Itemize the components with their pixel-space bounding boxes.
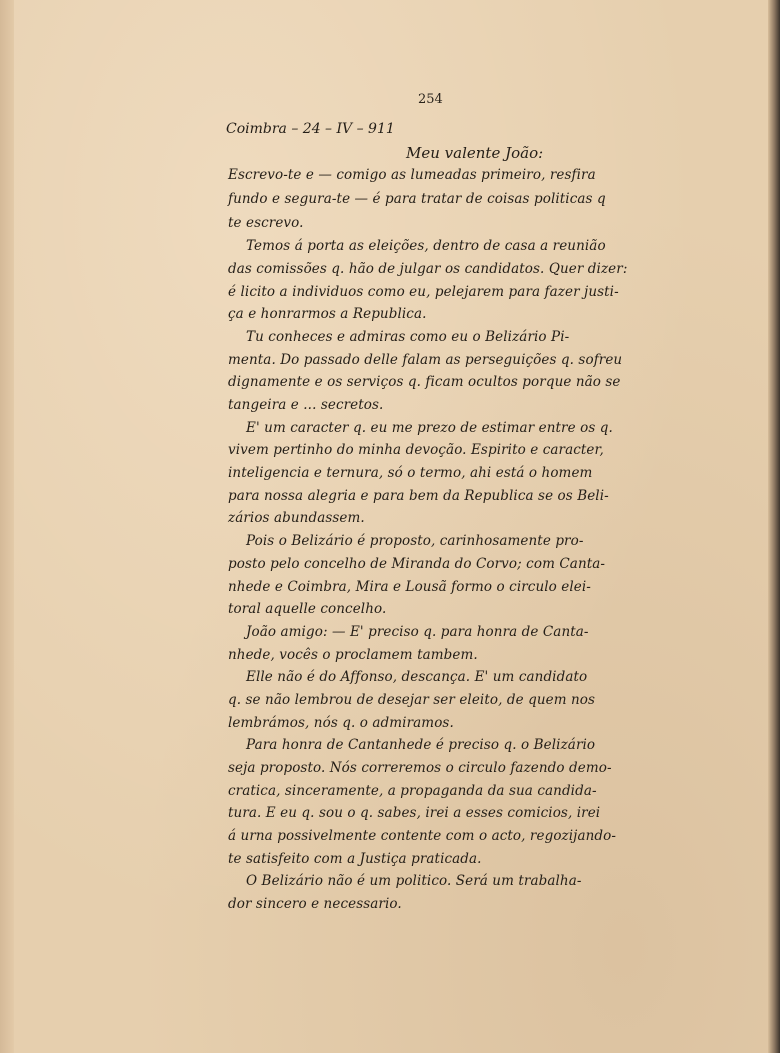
handwritten-line: para nossa alegria e para bem da Republica se os Beli-: [228, 488, 609, 504]
letter-salutation: Meu valente João:: [406, 144, 544, 162]
handwritten-line: das comissões q. hão de julgar os candidatos. Quer dizer:: [228, 261, 628, 277]
handwritten-line: vivem pertinho do minha devoção. Espirito e caracter,: [228, 442, 604, 458]
handwritten-line: q. se não lembrou de desejar ser eleito, de quem nos: [228, 692, 596, 708]
handwritten-line: inteligencia e ternura, só o termo, ahi está o homem: [228, 465, 593, 481]
handwritten-line: te escrevo.: [228, 215, 304, 231]
handwritten-line: lembrámos, nós q. o admiramos.: [228, 715, 454, 731]
page-right-shadow: [768, 0, 780, 1053]
handwritten-line: Temos á porta as eleições, dentro de casa a reunião: [246, 238, 606, 254]
handwritten-line: dor sincero e necessario.: [228, 896, 402, 912]
handwritten-line: cratica, sinceramente, a propaganda da sua candida-: [228, 783, 597, 799]
handwritten-line: posto pelo concelho de Miranda do Corvo; com Canta-: [228, 556, 606, 572]
handwritten-line: menta. Do passado delle falam as perseguições q. sofreu: [228, 352, 623, 368]
handwritten-line: te satisfeito com a Justiça praticada.: [228, 851, 482, 867]
handwritten-line: Escrevo-te e — comigo as lumeadas primeiro, resfira: [228, 167, 596, 183]
handwritten-line: é licito a individuos como eu, pelejarem para fazer justi-: [228, 284, 619, 300]
handwritten-line: tura. E eu q. sou o q. sabes, irei a esses comicios, irei: [228, 805, 601, 821]
handwritten-line: fundo e segura-te — é para tratar de coisas politicas q: [228, 191, 606, 207]
letter-dateline: Coimbra – 24 – IV – 911: [226, 121, 395, 137]
handwritten-line: Elle não é do Affonso, descança. E' um candidato: [246, 669, 588, 685]
handwritten-line: O Belizário não é um politico. Será um trabalha-: [246, 873, 582, 889]
handwritten-line: ça e honrarmos a Republica.: [228, 306, 427, 322]
page-number: 254: [418, 92, 443, 107]
handwritten-line: nhede, vocês o proclamem tambem.: [228, 647, 478, 663]
handwritten-line: E' um caracter q. eu me prezo de estimar entre os q.: [246, 420, 613, 436]
handwritten-line: João amigo: — E' preciso q. para honra de Canta-: [246, 624, 589, 640]
handwritten-line: á urna possivelmente contente com o acto, regozijando-: [228, 828, 617, 844]
handwritten-line: tangeira e ... secretos.: [228, 397, 384, 413]
paper-left-edge: [0, 0, 14, 1053]
handwritten-line: Tu conheces e admiras como eu o Belizário Pi-: [246, 329, 570, 345]
handwritten-line: Para honra de Cantanhede é preciso q. o Belizário: [246, 737, 596, 753]
handwritten-line: seja proposto. Nós correremos o circulo fazendo demo-: [228, 760, 612, 776]
handwritten-line: zários abundassem.: [228, 510, 365, 526]
handwritten-line: nhede e Coimbra, Mira e Lousã formo o circulo elei-: [228, 579, 591, 595]
handwritten-line: Pois o Belizário é proposto, carinhosamente pro-: [246, 533, 584, 549]
handwritten-line: dignamente e os serviços q. ficam ocultos porque não se: [228, 374, 621, 390]
handwritten-line: toral aquelle concelho.: [228, 601, 387, 617]
